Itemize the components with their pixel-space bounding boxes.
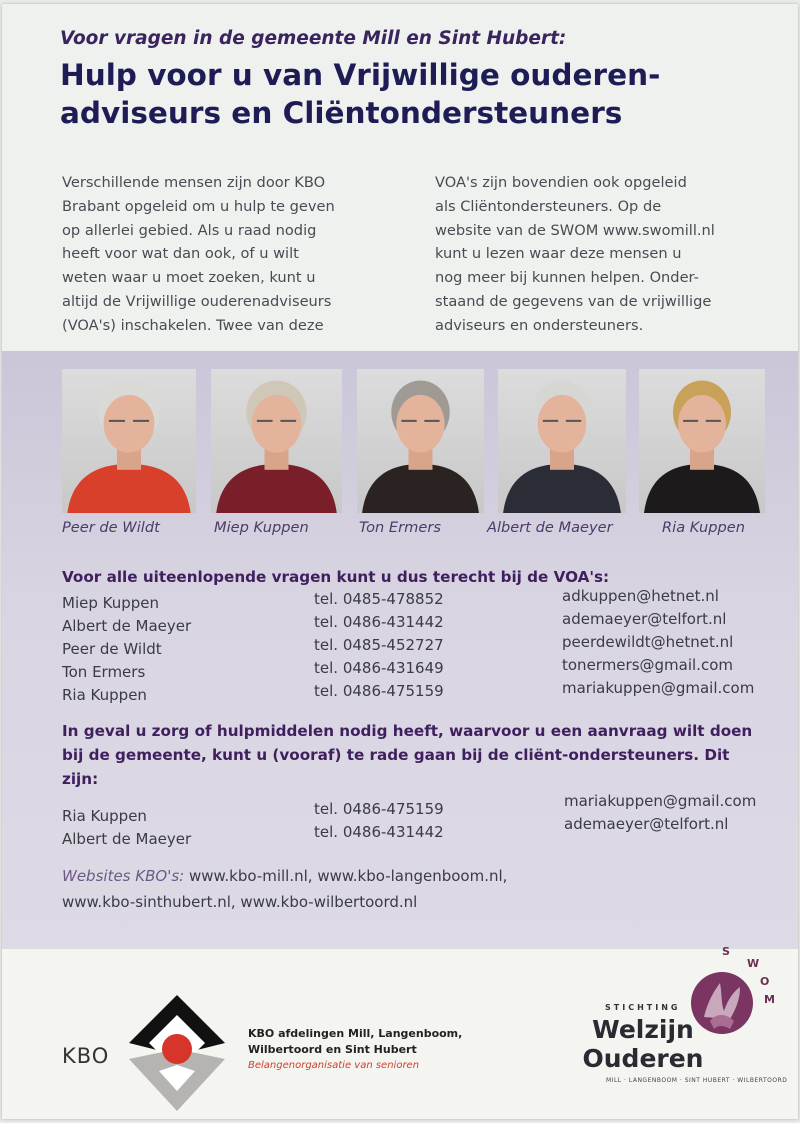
intro-line: nog meer bij kunnen helpen. Onder-: [435, 269, 699, 287]
co-heading: In geval u zorg of hulpmiddelen nodig heeft, waarvoor u een aanvraag wilt doen bij de gemeente, kunt u (vooraf) te rade gaan bij de cliënt-ondersteuners. Dit zijn:: [62, 722, 753, 788]
intro-line: VOA's zijn bovendien ook opgeleid: [435, 174, 687, 191]
portrait-photo: [639, 369, 765, 513]
intro-line: (VOA's) inschakelen. Twee van deze: [62, 316, 324, 334]
contact-name: Ria Kuppen: [62, 807, 147, 825]
kbo-info-line: Wilbertoord en Sint Hubert: [248, 1043, 417, 1056]
contact-name: Ton Ermers: [62, 663, 146, 681]
intro-line: website van de SWOM www.swomill.nl: [435, 221, 715, 239]
portrait-caption: Ria Kuppen: [662, 519, 745, 536]
intro-line: heeft voor wat dan ook, of u wilt: [62, 245, 299, 263]
portrait-face: [396, 395, 444, 453]
portrait-figure: [62, 369, 196, 513]
portrait-body: [644, 464, 760, 513]
swom-name: [568, 1015, 718, 1073]
swom-places: MILL · LANGENBOOM · SINT HUBERT · WILBERTOORD: [606, 1077, 788, 1084]
contact-name: Ria Kuppen: [62, 686, 147, 704]
swom-letter: O: [760, 975, 770, 988]
contact-phone: tel. 0486-431442: [314, 613, 444, 631]
portrait-caption: Ton Ermers: [359, 519, 441, 536]
contact-name: Albert de Maeyer: [62, 830, 192, 848]
portrait-body: [503, 464, 621, 513]
portrait-figure: [498, 369, 626, 513]
contact-name: Albert de Maeyer: [62, 617, 192, 635]
page-subtitle: Voor vragen in de gemeente Mill en Sint Hubert:: [60, 28, 567, 49]
websites-label: Websites KBO's:: [62, 867, 185, 885]
intro-line: kunt u lezen waar deze mensen u: [435, 245, 682, 263]
contact-email[interactable]: mariakuppen@gmail.com: [564, 792, 757, 810]
contact-email[interactable]: tonermers@gmail.com: [562, 656, 733, 674]
contact-email[interactable]: ademaeyer@telfort.nl: [562, 610, 727, 628]
portrait-body: [67, 464, 190, 513]
websites-line[interactable]: www.kbo-mill.nl, www.kbo-langenboom.nl,: [188, 867, 508, 885]
portrait-figure: [211, 369, 342, 513]
contact-phone: tel. 0486-431442: [314, 823, 444, 841]
portrait-body: [216, 464, 337, 513]
footer-logos: [2, 945, 798, 1119]
kbo-info-line: KBO afdelingen Mill, Langenboom,: [248, 1027, 463, 1040]
contact-phone: tel. 0485-478852: [314, 590, 444, 608]
websites-block: [62, 863, 507, 915]
kbo-info: [248, 1026, 462, 1074]
intro-line: altijd de Vrijwillige ouderenadviseurs: [62, 292, 332, 310]
portrait-photo: [211, 369, 342, 513]
contact-phone: tel. 0485-452727: [314, 636, 444, 654]
contact-email[interactable]: adkuppen@hetnet.nl: [562, 587, 719, 605]
intro-line: Brabant opgeleid om u hulp te geven: [62, 197, 335, 215]
portrait-caption: Albert de Maeyer: [487, 519, 613, 536]
flyer-page: [2, 4, 798, 1119]
kbo-logo-text: KBO: [62, 1044, 110, 1068]
swom-stichting: STICHTING: [605, 1003, 681, 1012]
portrait-face: [538, 395, 587, 453]
contact-phone: tel. 0486-475159: [314, 800, 444, 818]
portrait-face: [104, 395, 155, 453]
swom-letter: S: [722, 945, 730, 958]
contact-email[interactable]: mariakuppen@gmail.com: [562, 679, 755, 697]
swom-letter: M: [764, 993, 775, 1006]
contact-phone: tel. 0486-431649: [314, 659, 444, 677]
page-title: Hulp voor u van Vrijwillige ouderen-adviseurs en Cliëntondersteuners: [60, 58, 661, 130]
portrait-face: [678, 395, 726, 453]
intro-left-column: [62, 171, 335, 338]
kbo-logo-icon: [127, 993, 227, 1115]
contact-email[interactable]: ademaeyer@telfort.nl: [564, 815, 729, 833]
contact-name: Miep Kuppen: [62, 594, 160, 612]
portrait-face: [252, 395, 302, 453]
portrait-body: [362, 464, 479, 513]
swom-letter: W: [747, 957, 760, 970]
header-section: [2, 4, 798, 351]
intro-line: Verschillende mensen zijn door KBO: [62, 174, 326, 191]
contact-email[interactable]: peerdewildt@hetnet.nl: [562, 633, 734, 651]
swom-name-line: Welzijn: [592, 1015, 694, 1044]
contact-name: Peer de Wildt: [62, 640, 162, 658]
portrait-figure: [639, 369, 765, 513]
contact-phone: tel. 0486-475159: [314, 682, 444, 700]
intro-line: weten waar u moet zoeken, kunt u: [62, 269, 316, 287]
websites-line[interactable]: www.kbo-sinthubert.nl, www.kbo-wilbertoord.nl: [62, 893, 418, 911]
intro-line: als Cliëntondersteuners. Op de: [435, 197, 662, 215]
portrait-caption: Miep Kuppen: [214, 519, 309, 536]
intro-right-column: [435, 171, 715, 338]
kbo-tagline: Belangenorganisatie van senioren: [248, 1060, 420, 1071]
intro-line: op allerlei gebied. Als u raad nodig: [62, 221, 317, 239]
portrait-caption: Peer de Wildt: [62, 519, 160, 536]
portrait-photo: [62, 369, 196, 513]
intro-line: staand de gegevens van de vrijwillige: [435, 292, 712, 310]
swom-name-line: Ouderen: [582, 1044, 704, 1073]
portrait-photo: [498, 369, 626, 513]
portrait-figure: [357, 369, 484, 513]
voa-heading: Voor alle uiteenlopende vragen kunt u dus terecht bij de VOA's:: [62, 568, 610, 586]
contacts-section: [2, 351, 798, 949]
portrait-photo: [357, 369, 484, 513]
intro-line: adviseurs en ondersteuners.: [435, 316, 644, 334]
